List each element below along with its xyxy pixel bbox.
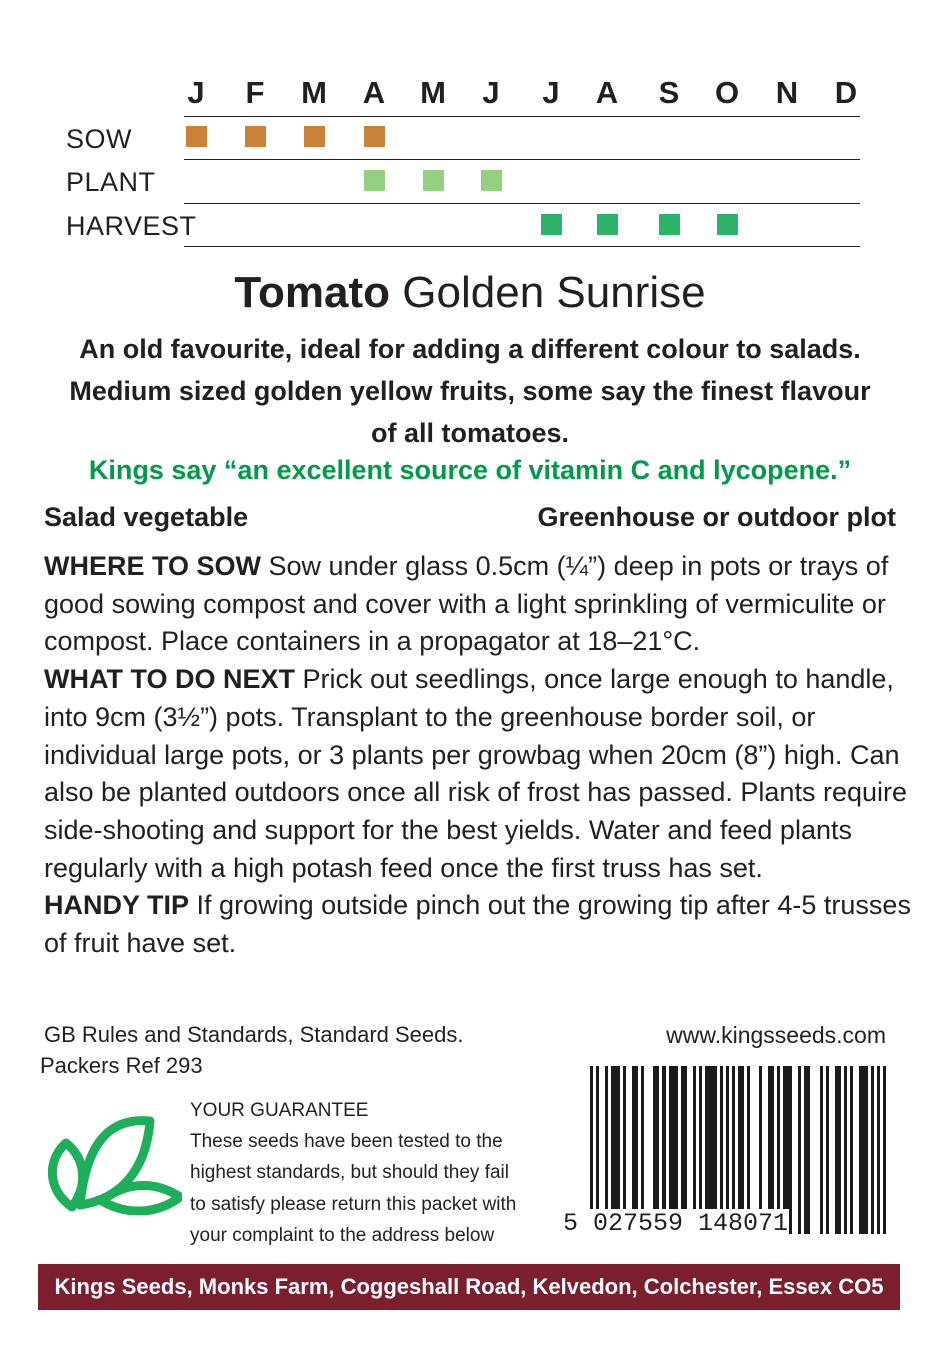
where-to-sow-heading: WHERE TO SOW xyxy=(44,551,262,581)
month-label: O xyxy=(714,75,740,110)
month-label: A xyxy=(362,75,386,110)
calendar-marker-sow xyxy=(364,126,385,147)
barcode-bar xyxy=(820,1066,823,1234)
calendar-marker-plant xyxy=(481,170,502,191)
month-label: S xyxy=(658,75,680,110)
instructions xyxy=(44,548,924,963)
calendar-rule xyxy=(184,116,860,117)
barcode-bar xyxy=(826,1066,829,1234)
handy-tip-text: If growing outside pinch out the growing tip after 4-5 trusses of fruit have set. xyxy=(44,890,911,959)
month-label: D xyxy=(834,75,858,110)
row-label-harvest: HARVEST xyxy=(66,211,197,241)
leaves-logo-icon xyxy=(42,1115,182,1215)
kings-quote: Kings say “an excellent source of vitamin C and lycopene.” xyxy=(88,455,852,485)
barcode-bar xyxy=(798,1066,801,1234)
calendar-rule xyxy=(184,246,860,247)
row-label-sow: SOW xyxy=(66,124,132,154)
what-next-paragraph xyxy=(44,661,924,887)
handy-tip-heading: HANDY TIP xyxy=(44,890,190,921)
guarantee xyxy=(190,1095,570,1251)
what-next-text: Prick out seedlings, once large enough to handle, into 9cm (3½”) pots. Transplant to the greenhouse border soil, or individual large pots, or 3 plants per growbag when 20cm (8”) high. Can also be planted outdoors once all risk of frost has passed. Plants require side-shooting and support for the best yields. Water and feed plants regularly with a high potash feed once the first truss has set. xyxy=(44,664,907,883)
row-label-plant: PLANT xyxy=(66,167,156,197)
month-label: J xyxy=(187,75,205,110)
month-label: J xyxy=(542,75,560,110)
barcode-bar xyxy=(835,1066,841,1234)
guarantee-line: highest standards, but should they fail xyxy=(190,1162,509,1184)
intro-line: Medium sized golden yellow fruits, some say the finest flavour xyxy=(69,376,871,406)
month-label: M xyxy=(301,75,327,110)
intro-text xyxy=(30,328,910,454)
guarantee-heading: YOUR GUARANTEE xyxy=(190,1100,369,1121)
website-link[interactable]: www.kingsseeds.com xyxy=(666,1022,886,1048)
barcode-bar xyxy=(804,1066,810,1234)
calendar-rule xyxy=(184,203,860,204)
calendar-marker-harvest xyxy=(659,214,680,235)
calendar-marker-sow xyxy=(245,126,266,147)
month-label: M xyxy=(420,75,446,110)
barcode-digits: 5 027559 148071 xyxy=(563,1209,789,1238)
intro-line: An old favourite, ideal for adding a different colour to salads. xyxy=(79,334,861,364)
product-title-bold: Tomato xyxy=(234,268,391,317)
what-next-heading: WHAT TO DO NEXT xyxy=(44,664,295,695)
intro-line: of all tomatoes. xyxy=(370,418,570,448)
barcode-bar xyxy=(844,1066,847,1234)
month-label: N xyxy=(775,75,799,110)
barcode-bar xyxy=(871,1066,874,1234)
barcode-bar xyxy=(883,1066,886,1234)
packers-ref: Packers Ref 293 xyxy=(40,1053,203,1078)
calendar-rule xyxy=(184,159,860,160)
calendar-marker-plant xyxy=(364,170,385,191)
calendar-marker-harvest xyxy=(717,214,738,235)
address-footer: Kings Seeds, Monks Farm, Coggeshall Road, Kelvedon, Colchester, Essex CO5 9PG xyxy=(38,1264,900,1310)
barcode-bar xyxy=(859,1066,868,1234)
category-left: Salad vegetable xyxy=(44,502,249,532)
category-right: Greenhouse or outdoor plot xyxy=(537,502,896,532)
calendar-marker-plant xyxy=(423,170,444,191)
month-label: J xyxy=(482,75,500,110)
where-to-sow-paragraph xyxy=(44,548,924,661)
calendar-marker-harvest xyxy=(597,214,618,235)
product-title xyxy=(0,268,940,318)
calendar-marker-sow xyxy=(186,126,207,147)
barcode-bar xyxy=(877,1066,880,1234)
handy-tip-paragraph xyxy=(44,887,924,962)
barcode-number xyxy=(562,1210,789,1238)
product-variety: Golden Sunrise xyxy=(402,268,706,317)
barcode-bar xyxy=(850,1066,853,1234)
calendar-marker-sow xyxy=(304,126,325,147)
guarantee-line: to satisfy please return this packet with xyxy=(190,1193,517,1215)
calendar-marker-harvest xyxy=(541,214,562,235)
month-label: A xyxy=(595,75,619,110)
standards-line: GB Rules and Standards, Standard Seeds. xyxy=(44,1022,464,1047)
where-to-sow-text: Sow under glass 0.5cm (¼”) deep in pots or trays of good sowing compost and cover with a light sprinkling of vermiculite or compost. Place containers in a propagator at 18–21°C. xyxy=(44,551,889,657)
month-label: F xyxy=(245,75,265,110)
guarantee-line: your complaint to the address below xyxy=(190,1224,495,1246)
guarantee-line: These seeds have been tested to the xyxy=(190,1131,503,1153)
